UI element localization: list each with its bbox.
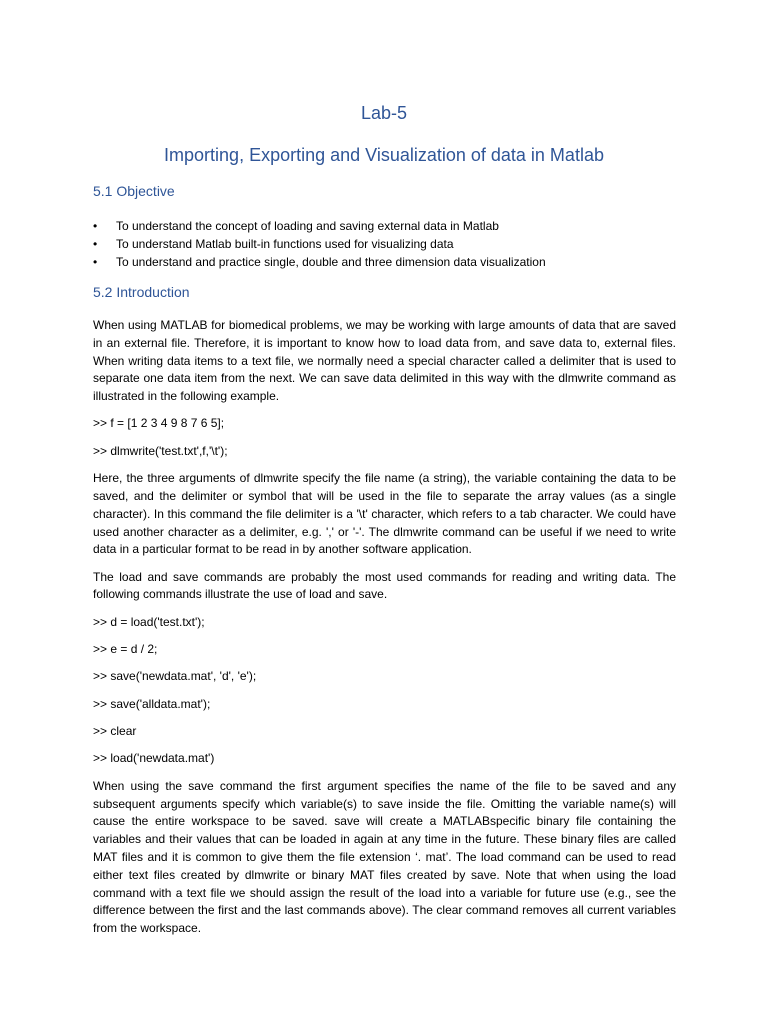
code-line: >> d = load('test.txt');	[93, 614, 205, 629]
code-line: >> clear	[93, 724, 137, 739]
paragraph: When using the save command the first argument specifies the name of the file to be saved and any subsequent arguments specify which variable(s) to save inside the file. Omitting the variable name(s) will cause the entire workspace to be saved. save will create a MATLABspecific binary file containing the variables and their values that can be loaded in again at any time in the future. These binary files are called MAT files and it is common to give them the file extension ‘. mat’. The load command can be used to read either text files created by dlmwrite or binary MAT files created by save. Note that when using the load command with a text file we should assign the result of the load into a variable for future use (e.g., see the difference between the first and the last commands above). The clear command removes all current variables from the workspace.	[93, 778, 676, 936]
paragraph: The load and save commands are probably the most used commands for reading and writing data. The following commands illustrate the use of load and save.	[93, 569, 676, 602]
objective-text: To understand and practice single, double and three dimension data visualization	[116, 255, 546, 269]
code-line: >> save('alldata.mat');	[93, 696, 211, 711]
section-heading-introduction: 5.2 Introduction	[93, 284, 190, 300]
document-title: Importing, Exporting and Visualization of data in Matlab	[164, 145, 604, 165]
lab-title: Lab-5	[360, 103, 408, 123]
code-line: >> f = [1 2 3 4 9 8 7 6 5];	[93, 416, 225, 431]
bullet-icon: •	[93, 237, 98, 251]
objective-text: To understand Matlab built-in functions used for visualizing data	[116, 237, 454, 251]
bullet-icon: •	[93, 219, 98, 233]
code-line: >> save('newdata.mat', 'd', 'e');	[93, 669, 257, 684]
list-item	[93, 253, 676, 271]
code-line: >> e = d / 2;	[93, 641, 158, 656]
introduction-body	[93, 317, 676, 947]
objectives-list	[93, 217, 676, 271]
list-item	[93, 217, 676, 235]
objective-text: To understand the concept of loading and saving external data in Matlab	[116, 219, 499, 233]
paragraph: Here, the three arguments of dlmwrite specify the file name (a string), the variable containing the data to be saved, and the delimiter or symbol that will be used in the file to separate the array values (as a single character). In this command the file delimiter is a '\t' character, which refers to a tab character. We could have used another character as a delimiter, e.g. ',' or '-'. The dlmwrite command can be useful if we need to write data in a particular format to be read in by another software application.	[93, 471, 676, 557]
paragraph: When using MATLAB for biomedical problems, we may be working with large amounts of data that are saved in an external file. Therefore, it is important to know how to load data from, and save data to, external files. When writing data items to a text file, we normally need a special character called a delimiter that is used to separate one data item from the next. We can save data delimited in this way with the dlmwrite command as illustrated in the following example.	[93, 318, 676, 404]
code-line: >> load('newdata.mat')	[93, 751, 215, 766]
bullet-icon: •	[93, 255, 98, 269]
list-item	[93, 235, 676, 253]
section-heading-objective: 5.1 Objective	[93, 183, 175, 199]
code-line: >> dlmwrite('test.txt',f,'\t');	[93, 443, 228, 458]
